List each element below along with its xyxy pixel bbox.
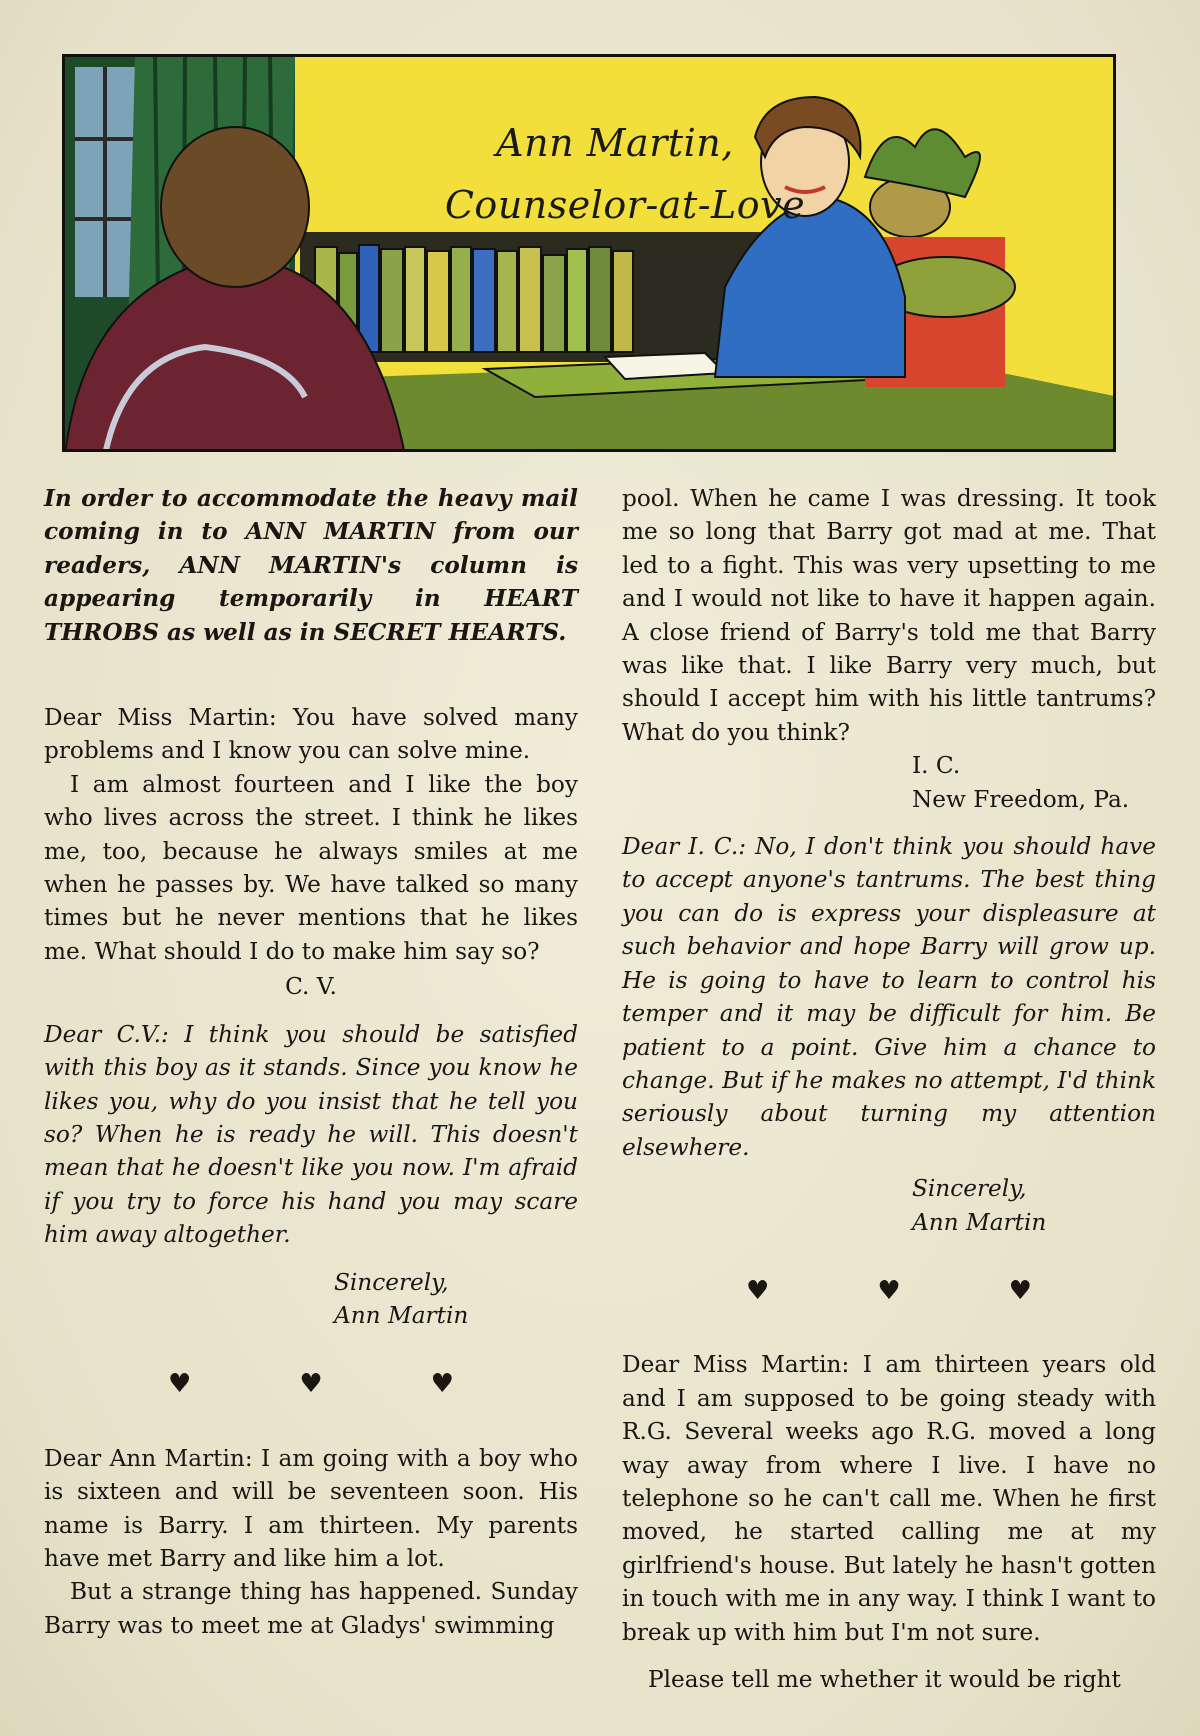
heart-divider: [622, 1275, 1156, 1308]
heart-icon: ♥: [168, 1369, 192, 1400]
letter-2-location: New Freedom, Pa.: [912, 785, 1130, 813]
letter-3-continued: Please tell me whether it would be right: [648, 1666, 1121, 1693]
heart-icon: ♥: [1008, 1275, 1032, 1306]
office-scene-illustration: [65, 57, 1116, 452]
reply-2-closing-name: Ann Martin: [912, 1208, 1047, 1236]
reply-1: Dear C.V.: I think you should be satisfied with this boy as it stands. Since you know he likes you, why do you insist that he tell you so? When he is ready he will. This doesn't mean that he doesn't like you now. I'm afraid if you try to force his hand you may scare him away altogether.: [44, 1020, 578, 1249]
left-column: [44, 482, 578, 1642]
letter-2-body-start: But a strange thing has happened. Sunday Barry was to meet me at Gladys' swimming: [44, 1578, 578, 1639]
column-title-name: Ann Martin,: [496, 121, 734, 165]
intro-notice: In order to accommodate the heavy mail coming in to ANN MARTIN from our readers, ANN MARTIN's column is appearing temporarily in HEART THROBS as well as in SECRET HEARTS.: [44, 485, 578, 646]
heart-icon: ♥: [430, 1369, 454, 1400]
letter-1-opening: Dear Miss Martin: You have solved many problems and I know you can solve mine.: [44, 704, 578, 765]
heart-icon: ♥: [877, 1275, 901, 1306]
letter-2-opening: Dear Ann Martin: I am going with a boy who is sixteen and will be seventeen soon. His name is Barry. I am thirteen. My parents have met Barry and like him a lot.: [44, 1444, 578, 1572]
reply-1-closing-name: Ann Martin: [334, 1301, 469, 1329]
right-column: [622, 482, 1156, 1696]
reply-2: Dear I. C.: No, I don't think you should have to accept anyone's tantrums. The best thing you can do is express your displeasure at such behavior and hope Barry will grow up. He is going to have to learn to control his temper and it may be difficult for him. Be patient to a point. Give him a chance to change. But if he makes no attempt, I'd think seriously about turning my attention elsewhere.: [622, 833, 1156, 1161]
heart-icon: ♥: [299, 1369, 323, 1400]
letter-3-body: Dear Miss Martin: I am thirteen years old and I am supposed to be going steady with R.G. Several weeks ago R.G. moved a long way away from where I live. I have no telephone so he can't call me. When he first moved, he started calling me at my girlfriend's house. But lately he hasn't gotten in touch with me in any way. I think I want to break up with him but I'm not sure.: [622, 1351, 1156, 1646]
column-title-subtitle: Counselor-at-Love: [444, 183, 806, 227]
reply-1-closing: Sincerely,: [334, 1268, 449, 1296]
reply-2-closing: Sincerely,: [912, 1175, 1027, 1203]
letter-1-signature: C. V.: [285, 973, 337, 1001]
header-illustration: [62, 54, 1116, 452]
letter-2-body-continued: pool. When he came I was dressing. It took me so long that Barry got mad at me. That led to a fight. This was very upsetting to me and I would not like to have it happen again. A close friend of Barry's told me that Barry was like that. I like Barry very much, but should I accept him with his little tantrums? What do you think?: [622, 485, 1156, 746]
letter-2-signature: I. C.: [912, 752, 961, 780]
letter-1-body: I am almost fourteen and I like the boy who lives across the street. I think he likes me, too, because he always smiles at me when he passes by. We have talked so many times but he never mentions that he likes me. What should I do to make him say so?: [44, 770, 578, 965]
heart-divider: [44, 1368, 578, 1401]
heart-icon: ♥: [746, 1275, 770, 1306]
